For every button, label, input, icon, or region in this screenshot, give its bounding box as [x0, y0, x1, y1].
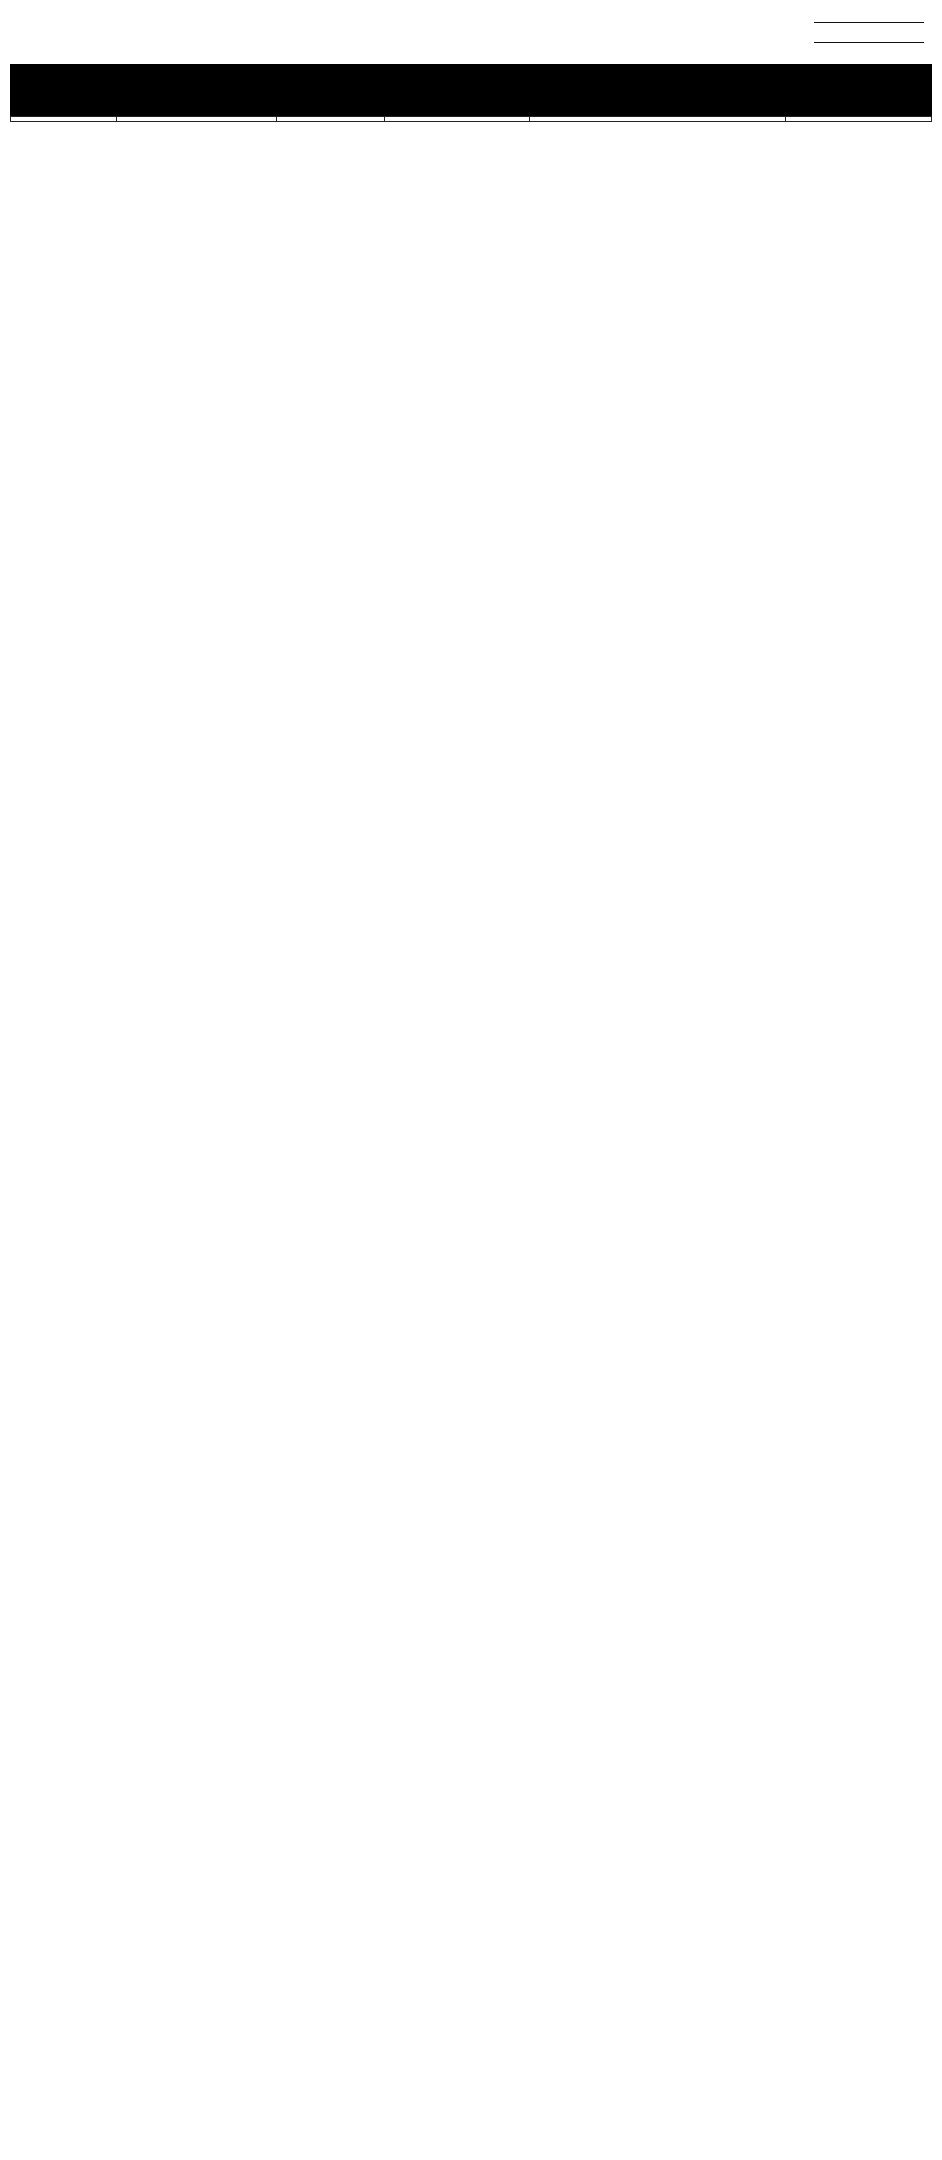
date-bangla: [814, 22, 924, 23]
header-experience: [786, 117, 932, 122]
notice-page: [10, 0, 932, 126]
header-post-name: [116, 117, 276, 122]
terms-section: [10, 122, 932, 126]
date-block: [804, 10, 924, 50]
package-header-row: [11, 117, 932, 122]
date-english: [814, 42, 924, 43]
header-package-no: [11, 117, 117, 122]
notice-banner: [10, 64, 932, 116]
header-education: [530, 117, 786, 122]
header-age: [384, 117, 530, 122]
reference-row: [10, 6, 932, 64]
header-post-count: [276, 117, 384, 122]
